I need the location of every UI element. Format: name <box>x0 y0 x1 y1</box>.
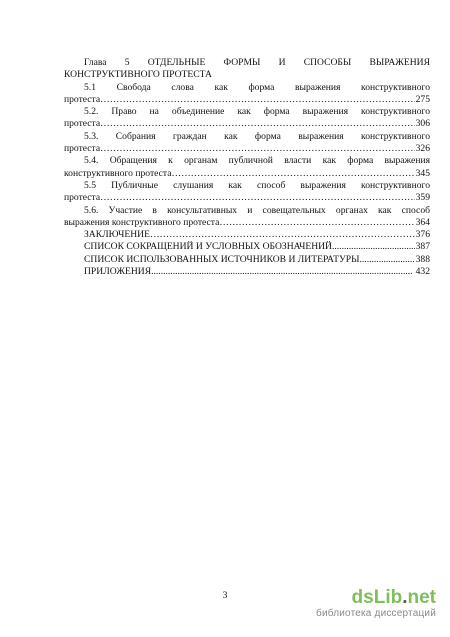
chapter-title-line1: Глава 5 ОТДЕЛЬНЫЕ ФОРМЫ И СПОСОБЫ ВЫРАЖЕНИЯ <box>84 57 430 68</box>
toc-entry-appendices <box>64 266 430 278</box>
toc-entry-title-cont: протеста <box>64 192 101 204</box>
table-of-contents <box>64 57 430 278</box>
toc-entry-title: ЗАКЛЮЧЕНИЕ <box>84 229 150 241</box>
toc-leader <box>219 217 414 229</box>
toc-entry-title: СПИСОК СОКРАЩЕНИЙ И УСЛОВНЫХ ОБОЗНАЧЕНИЙ <box>84 241 332 253</box>
toc-entry-sources <box>64 254 430 266</box>
toc-leader <box>100 118 414 130</box>
toc-leader <box>171 168 414 180</box>
dslib-tagline: библиотека диссертаций <box>316 608 436 619</box>
toc-page-number: 364 <box>415 216 430 228</box>
toc-entry-title: 5.2. Право на объединение как форма выражения конструктивного <box>84 106 430 118</box>
toc-leader <box>100 94 414 106</box>
toc-entry-title: 5.6. Участие в консультативных и совещательных органах как способ <box>84 204 430 216</box>
toc-entry-5-4 <box>64 155 430 180</box>
toc-leader <box>100 143 414 155</box>
toc-entry-title-cont: выражения конструктивного протеста <box>64 216 220 228</box>
toc-entry-title-cont: протеста <box>64 93 101 105</box>
chapter-title-line2: КОНСТРУКТИВНОГО ПРОТЕСТА <box>64 69 212 81</box>
toc-entry-5-2 <box>64 106 430 131</box>
toc-entry-title: 5.1 Свобода слова как форма выражения конструктивного <box>84 81 430 93</box>
toc-entry-title: 5.4. Обращения к органам публичной власти как форма выражения <box>84 155 430 167</box>
toc-page-number: 359 <box>415 192 430 204</box>
toc-page-number: 345 <box>415 167 430 179</box>
toc-entry-title-cont: конструктивного протеста <box>64 167 172 179</box>
toc-leader <box>360 254 415 266</box>
toc-entry-title: 5.5 Публичные слушания как способ выражения конструктивного <box>84 179 430 191</box>
toc-page-number: 376 <box>415 229 430 241</box>
toc-page-number: 326 <box>415 143 430 155</box>
toc-page-number: 388 <box>415 253 430 265</box>
toc-entry-5-5 <box>64 180 430 205</box>
toc-entry-5-6 <box>64 205 430 230</box>
toc-page-number: 432 <box>415 266 430 278</box>
toc-entry-conclusion <box>64 229 430 241</box>
toc-entry-title: ПРИЛОЖЕНИЯ <box>84 266 152 278</box>
dslib-logo: dsLib.net <box>351 587 436 608</box>
toc-page-number: 306 <box>415 118 430 130</box>
toc-entry-title-cont: протеста <box>64 118 101 130</box>
toc-entry-5-3 <box>64 131 430 156</box>
dslib-watermark <box>316 588 436 619</box>
toc-leader <box>151 266 412 278</box>
toc-page-number: 275 <box>415 93 430 105</box>
toc-entry-abbreviations <box>64 241 430 253</box>
toc-entry-title: СПИСОК ИСПОЛЬЗОВАННЫХ ИСТОЧНИКОВ И ЛИТЕРАТУРЫ <box>84 253 360 265</box>
page-number: 3 <box>222 590 228 601</box>
toc-leader <box>100 192 414 204</box>
toc-page-number: 387 <box>415 241 430 253</box>
toc-entry-5-1 <box>64 82 430 107</box>
toc-leader <box>332 241 415 253</box>
toc-leader <box>150 229 415 241</box>
toc-entry-title-cont: протеста <box>64 143 101 155</box>
toc-entry-title: 5.3. Собрания граждан как форма выражения конструктивного <box>84 130 430 142</box>
